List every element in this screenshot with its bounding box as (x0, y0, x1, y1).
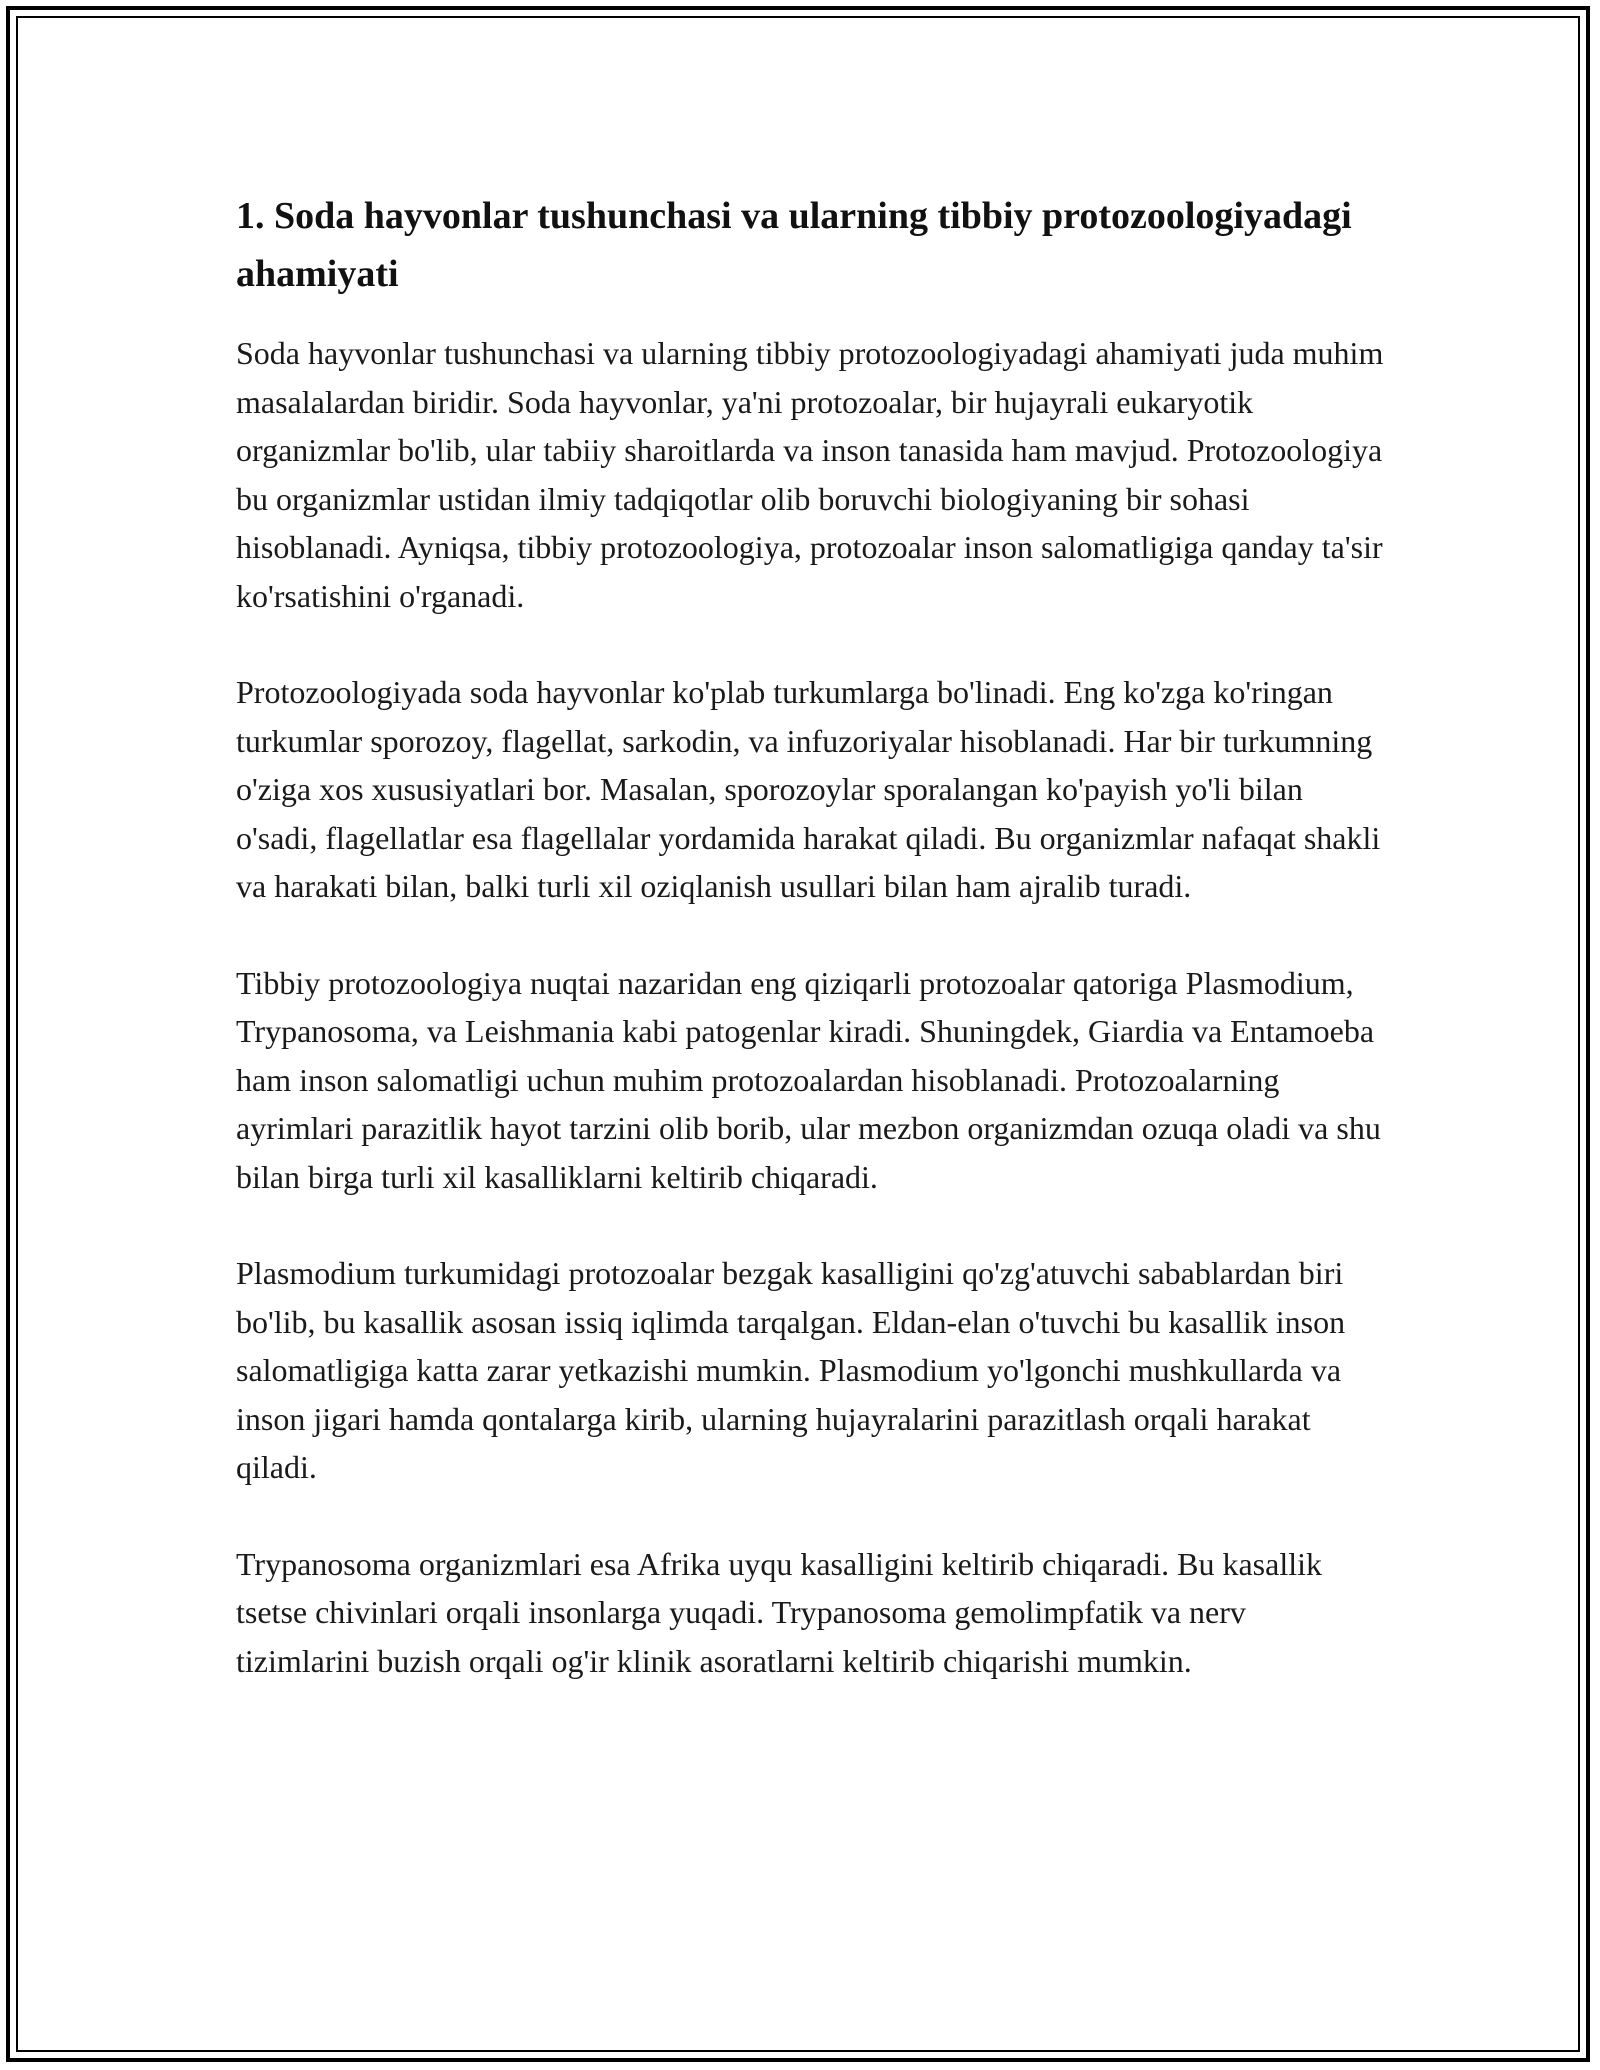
paragraph-plasmodium: Plasmodium turkumidagi protozoalar bezgak kasalligini qo'zg'atuvchi sabablardan biri bo'lib, bu kasallik asosan issiq iqlimda tarqalgan. Eldan-elan o'tuvchi bu kasallik inson salomatligiga katta zarar yetkazishi mumkin. Plasmodium yo'lgonchi mushkullarda va inson jigari hamda qontalarga kirib, ularning hujayralarini parazitlash orqali harakat qiladi. (236, 1255, 1346, 1485)
section-heading: 1. Soda hayvonlar tushunchasi va ularning tibbiy protozoologiyadagi ahamiyati (236, 195, 1352, 295)
paragraph-medical-protozoa: Tibbiy protozoologiya nuqtai nazaridan eng qiziqarli protozoalar qatoriga Plasmodium, Trypanosoma, va Leishmania kabi patogenlar kiradi. Shuningdek, Giardia va Entamoeba ham inson salomatligi uchun muhim protozoalardan hisoblanadi. Protozoalarning ayrimlari parazitlik hayot tarzini olib borib, ular mezbon organizmdan ozuqa oladi va shu bilan birga turli xil kasalliklarni keltirib chiqaradi. (236, 964, 1381, 1195)
paragraph-classification: Protozoologiyada soda hayvonlar ko'plab turkumlarga bo'linadi. Eng ko'zga ko'ringan turkumlar sporozoy, flagellat, sarkodin, va infuzoriyalar hisoblanadi. Har bir turkumning o'ziga xos xususiyatlari bor. Masalan, sporozoylar sporalangan ko'payish yo'li bilan o'sadi, flagellatlar esa flagellalar yordamida harakat qiladi. Bu organizmlar nafaqat shakli va harakati bilan, balki turli xil oziqlanish usullari bilan ham ajralib turadi. (236, 674, 1381, 904)
paragraph-introduction: Soda hayvonlar tushunchasi va ularning tibbiy protozoologiyadagi ahamiyati juda muhim masalalardan biridir. Soda hayvonlar, ya'ni protozoalar, bir hujayrali eukaryotik organizmlar bo'lib, ular tabiiy sharoitlarda va inson tanasida ham mavjud. Protozoologiya bu organizmlar ustidan ilmiy tadqiqotlar olib boruvchi biologiyaning bir sohasi hisoblanadi. Ayniqsa, tibbiy protozoologiya, protozoalar inson salomatligiga qanday ta'sir ko'rsatishini o'rganadi. (236, 335, 1384, 614)
paragraph-trypanosoma: Trypanosoma organizmlari esa Afrika uyqu kasalligini keltirib chiqaradi. Bu kasallik tsetse chivinlari orqali insonlarga yuqadi. Trypanosoma gemolimpfatik va nerv tizimlarini buzish orqali og'ir klinik asoratlarni keltirib chiqarishi mumkin. (236, 1545, 1322, 1679)
document-body (236, 187, 1386, 1733)
